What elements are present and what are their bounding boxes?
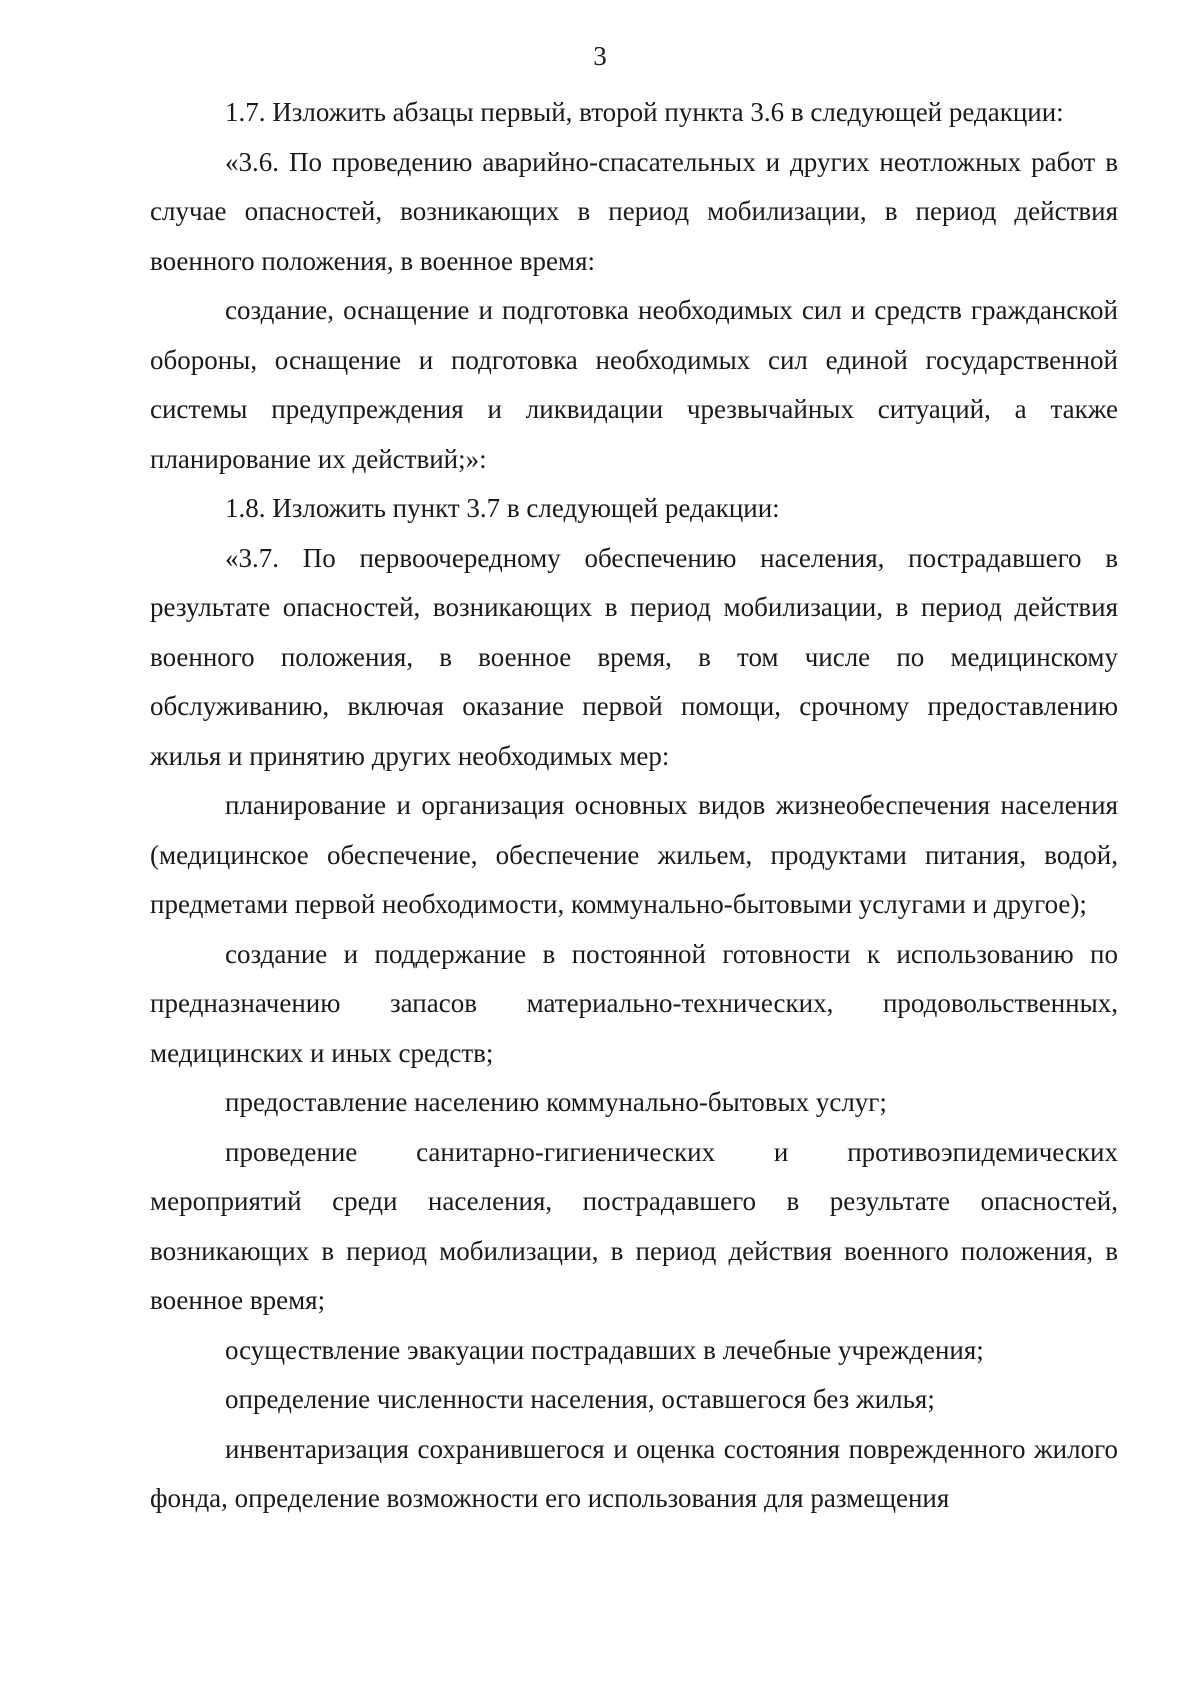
- paragraph-3-7-item-7: инвентаризация сохранившегося и оценка состояния поврежденного жилого фонда, определение возможности его использования для размещения: [150, 1433, 1118, 1513]
- paragraph-3-7-item-4: проведение санитарно-гигиенических и противоэпидемических мероприятий среди населения, пострадавшего в результате опасностей, возникающих в период мобилизации, в период действия военного положения, в военное время;: [150, 1136, 1118, 1315]
- document-body: [150, 88, 1118, 1524]
- paragraph-3-7-item-5: осуществление эвакуации пострадавших в лечебные учреждения;: [225, 1334, 984, 1365]
- paragraph-3-7-item-2: создание и поддержание в постоянной готовности к использованию по предназначению запасов материально-технических, продовольственных, медицинских и иных средств;: [150, 938, 1118, 1068]
- paragraph-1-8: 1.8. Изложить пункт 3.7 в следующей редакции:: [225, 493, 780, 523]
- paragraph-1-7: 1.7. Изложить абзацы первый, второй пункта 3.6 в следующей редакции:: [225, 97, 1064, 127]
- paragraph-3-7-item-3: предоставление населению коммунально-бытовых услуг;: [225, 1087, 887, 1117]
- page-number: 3: [593, 41, 607, 71]
- paragraph-3-7-item-1: планирование и организация основных видов жизнеобеспечения населения (медицинское обеспечение, обеспечение жильем, продуктами питания, водой, предметами первой необходимости, коммунально-бытовыми услугами и другое);: [150, 790, 1118, 919]
- paragraph-3-6: «3.6. По проведению аварийно-спасательных и других неотложных работ в случае опасностей, возникающих в период мобилизации, в период действия военного положения, в военное время:: [150, 146, 1118, 276]
- paragraph-3-7-item-6: определение численности населения, оставшегося без жилья;: [225, 1384, 935, 1414]
- paragraph-3-6-item: создание, оснащение и подготовка необходимых сил и средств гражданской обороны, оснащение и подготовка необходимых сил единой государственной системы предупреждения и ликвидации чрезвычайных ситуаций, а также планирование их действий;»:: [150, 295, 1118, 474]
- paragraph-3-7: «3.7. По первоочередному обеспечению населения, пострадавшего в результате опасностей, возникающих в период мобилизации, в период действия военного положения, в военное время, в том числе по медицинскому обслуживанию, включая оказание первой помощи, срочному предоставлению жилья и принятию других необходимых мер:: [150, 542, 1118, 771]
